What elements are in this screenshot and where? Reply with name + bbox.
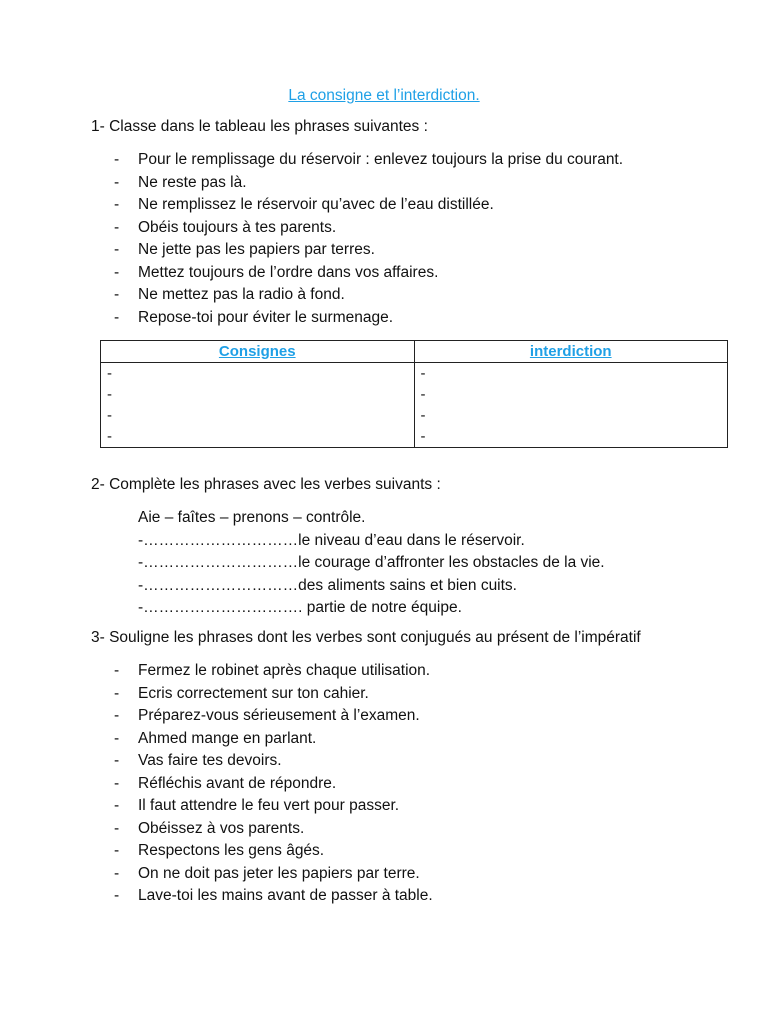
page-title: La consigne et l’interdiction. [288, 87, 480, 104]
bullet-dash: - [114, 196, 120, 213]
table-line: - [107, 386, 112, 403]
bullet-dash: - [114, 797, 120, 814]
bullet-dash: - [114, 151, 120, 168]
fill-line[interactable]: -…………………………le niveau d’eau dans le réservoir. [138, 531, 525, 549]
table-line: - [420, 428, 426, 445]
list-item[interactable]: - Réfléchis avant de répondre. [114, 773, 433, 796]
exercise1-heading: 1- Classe dans le tableau les phrases suivantes : [91, 118, 428, 135]
bullet-dash: - [114, 707, 120, 724]
list-item: - Ne reste pas là. [114, 172, 623, 195]
table-row [101, 363, 728, 448]
table-header-interdiction: interdiction [414, 341, 728, 363]
list-item: - Pour le remplissage du réservoir : enlevez toujours la prise du courant. [114, 149, 623, 172]
table-header-row [101, 341, 728, 363]
table-line: - [107, 428, 112, 445]
list-item[interactable]: - On ne doit pas jeter les papiers par terre. [114, 863, 433, 886]
bullet-dash: - [114, 752, 120, 769]
table-line: - [107, 365, 112, 382]
list-item[interactable]: - Fermez le robinet après chaque utilisation. [114, 660, 433, 683]
table-header-consignes: Consignes [101, 341, 415, 363]
fill-line[interactable]: -…………………………le courage d’affronter les obstacles de la vie. [138, 554, 605, 571]
list-item: - Ne mettez pas la radio à fond. [114, 284, 623, 307]
bullet-dash: - [114, 842, 120, 859]
bullet-dash: - [114, 241, 120, 258]
bullet-dash: - [114, 263, 120, 281]
table-line: - [420, 365, 426, 382]
list-item[interactable]: - Respectons les gens âgés. [114, 840, 433, 863]
bullet-dash: - [114, 864, 120, 882]
verbs-list: Aie – faîtes – prenons – contrôle. [138, 509, 366, 526]
list-item[interactable]: - Lave-toi les mains avant de passer à table. [114, 885, 433, 908]
sorting-table [100, 340, 728, 448]
bullet-dash: - [114, 308, 120, 326]
interdiction-cell[interactable] [414, 363, 728, 448]
list-item: - Ne jette pas les papiers par terres. [114, 239, 623, 262]
table-line: - [420, 386, 426, 403]
bullet-dash: - [114, 286, 120, 303]
exercise3-list [114, 660, 433, 908]
consignes-cell[interactable] [101, 363, 415, 448]
table-line: - [420, 407, 426, 424]
bullet-dash: - [114, 774, 120, 792]
exercise2-heading: 2- Complète les phrases avec les verbes suivants : [91, 476, 441, 493]
bullet-dash: - [114, 218, 120, 236]
list-item[interactable]: - Préparez-vous sérieusement à l’examen. [114, 705, 433, 728]
list-item[interactable]: - Obéissez à vos parents. [114, 818, 433, 841]
fill-line[interactable]: -…………………………des aliments sains et bien cuits. [138, 576, 517, 594]
bullet-dash: - [114, 729, 120, 747]
list-item: - Mettez toujours de l’ordre dans vos affaires. [114, 262, 623, 285]
bullet-dash: - [114, 173, 120, 191]
bullet-dash: - [114, 662, 120, 679]
fill-line[interactable]: -…………………………. partie de notre équipe. [138, 599, 462, 616]
list-item: - Repose-toi pour éviter le surmenage. [114, 307, 623, 330]
bullet-dash: - [114, 684, 120, 702]
list-item[interactable]: - Ahmed mange en parlant. [114, 728, 433, 751]
list-item[interactable]: - Il faut attendre le feu vert pour passer. [114, 795, 433, 818]
list-item: - Obéis toujours à tes parents. [114, 217, 623, 240]
exercise3-heading: 3- Souligne les phrases dont les verbes sont conjugués au présent de l’impératif [91, 629, 641, 646]
list-item[interactable]: - Vas faire tes devoirs. [114, 750, 433, 773]
list-item[interactable]: - Ecris correctement sur ton cahier. [114, 683, 433, 706]
table-line: - [107, 407, 112, 424]
list-item: - Ne remplissez le réservoir qu’avec de l’eau distillée. [114, 194, 623, 217]
bullet-dash: - [114, 887, 120, 904]
exercise1-list [114, 149, 623, 329]
exercise2-block [138, 507, 605, 620]
bullet-dash: - [114, 819, 120, 837]
